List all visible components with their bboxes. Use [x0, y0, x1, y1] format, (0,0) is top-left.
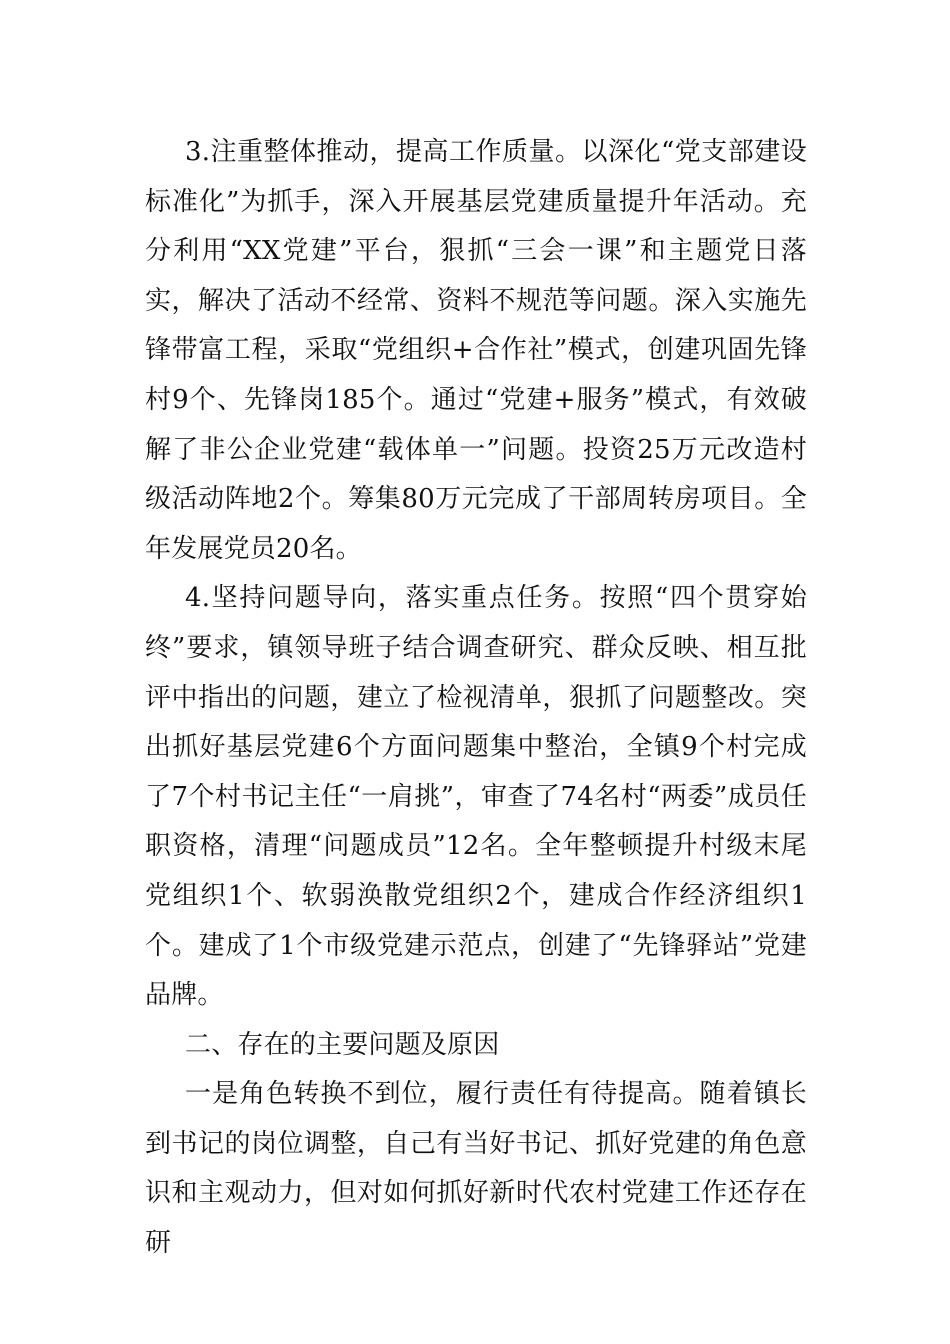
document-page [145, 128, 807, 1269]
paragraph-problem-oriented: 4.坚持问题导向，落实重点任务。按照“四个贯穿始终”要求，镇领导班子结合调查研究、群众反映、相互批评中指出的问题，建立了检视清单，狠抓了问题整改。突出抓好基层党建6个方面问题集中整治，全镇9个村完成了7个村书记主任“一肩挑”，审查了74名村“两委”成员任职资格，清理“问题成员”12名。全年整顿提升村级末尾党组织1个、软弱涣散党组织2个，建成合作经济组织1个。建成了1个市级党建示范点，创建了“先锋驿站”党建品牌。 [145, 583, 807, 1011]
paragraph-quality-improvement: 3.注重整体推动，提高工作质量。以深化“党支部建设标准化”为抓手，深入开展基层党建质量提升年活动。充分利用“XX党建”平台，狠抓“三会一课”和主题党日落实，解决了活动不经常、资料不规范等问题。深入实施先锋带富工程，采取“党组织+合作社”模式，创建巩固先锋村9个、先锋岗185个。通过“党建+服务”模式，有效破解了非公企业党建“载体单一”问题。投资25万元改造村级活动阵地2个。筹集80万元完成了干部周转房项目。全年发展党员20名。 [145, 137, 807, 564]
section-heading-main-problems: 二、存在的主要问题及原因 [185, 1029, 500, 1060]
paragraph-role-transition: 一是角色转换不到位，履行责任有待提高。随着镇长到书记的岗位调整，自己有当好书记、抓好党建的角色意识和主观动力，但对如何抓好新时代农村党建工作还存在研 [145, 1079, 807, 1259]
